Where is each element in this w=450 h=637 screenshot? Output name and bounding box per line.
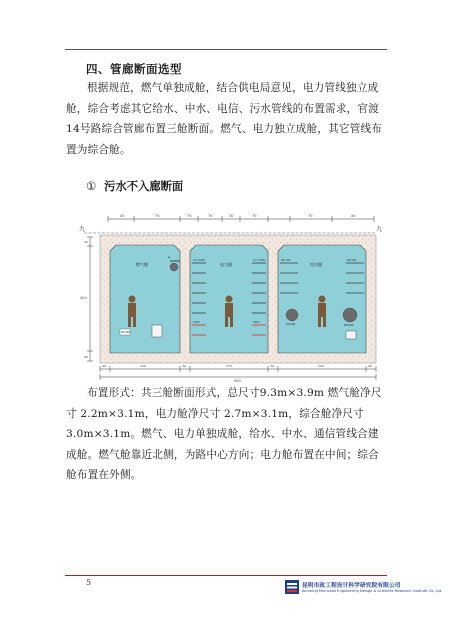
tray-label: 3×110kV bbox=[193, 259, 206, 262]
tray-label: 10kV bbox=[253, 321, 260, 324]
subsection-title-text: 污水不入廊断面 bbox=[104, 179, 184, 193]
intro-paragraph: 根据规范，燃气单独成舱，结合供电局意见，电力管线独立成舱，综合考虑其它给水、中水、电信、污水管线的布置需求，官渡14号路综合管廊布置三舱断面。燃气、电力独立成舱，其它管线布置为综合舱。 bbox=[66, 82, 383, 156]
cross-section-figure bbox=[76, 211, 388, 384]
power-chamber bbox=[190, 245, 268, 353]
top-dim-label: 10 bbox=[229, 214, 234, 218]
pipe-label: DN300 bbox=[286, 323, 296, 326]
top-dim-label: 70 bbox=[155, 214, 160, 218]
chamber-label: 燃气舱 bbox=[136, 262, 148, 267]
bottom-dim-label: 30 bbox=[270, 364, 274, 368]
bottom-dim-label: 40 bbox=[368, 364, 372, 368]
company-name: 昆明市政工程设计科学研究院有限公司 bbox=[302, 583, 401, 589]
side-dim-label: 30 bbox=[84, 240, 88, 244]
company-logo-icon bbox=[285, 580, 299, 594]
subsection-marker: ① bbox=[86, 180, 97, 193]
bottom-dim-label: 220 bbox=[140, 364, 146, 368]
footer-rule bbox=[65, 575, 387, 576]
bottom-dimension-line bbox=[100, 364, 376, 383]
company-name-en: Kunming Municipal Engineering Design & Scientific Research Institute Co.,Ltd. bbox=[302, 589, 443, 593]
section-title: 四、管廊断面选型 bbox=[86, 62, 182, 76]
tray-label: DN100 bbox=[281, 259, 291, 262]
utility-chamber bbox=[278, 245, 366, 353]
left-axis-marker: 九 bbox=[79, 226, 86, 233]
height-dim-label: 300 bbox=[80, 296, 87, 300]
top-dim-label: 70 bbox=[187, 214, 192, 218]
side-dim-label: 40 bbox=[84, 355, 88, 359]
box-label: DN300 bbox=[121, 331, 130, 334]
top-dim-label: 70 bbox=[308, 214, 313, 218]
header-rule bbox=[65, 49, 387, 50]
chamber-label: 综合舱 bbox=[310, 262, 322, 267]
bottom-dim-label: 30 bbox=[182, 364, 186, 368]
layout-description: 布置形式：共三舱断面形式，总尺寸9.3m×3.9m 燃气舱净尺寸 2.2m×3.1m，电力舱净尺寸 2.7m×3.1m，综合舱净尺寸3.0m×3.1m。燃气、电力单独成舱，给水、中水、通信管线合建成舱。燃气舱靠近北侧，为路中心方向；电力舱布置在中间；综合舱布置在外侧。 bbox=[66, 387, 382, 482]
right-axis-marker: 九 bbox=[376, 226, 383, 233]
top-dim-label: 50 bbox=[120, 214, 125, 218]
bottom-dim-label: 40 bbox=[102, 364, 106, 368]
top-dimension-line bbox=[108, 214, 374, 222]
company-logo bbox=[285, 578, 443, 598]
tray-label: 10kV bbox=[193, 321, 200, 324]
gas-chamber bbox=[110, 245, 180, 353]
tray-label: DN100 bbox=[347, 259, 357, 262]
tray-label: 3×110kV bbox=[253, 259, 266, 262]
page-number: 5 bbox=[86, 578, 92, 587]
bottom-dim-label: 220 bbox=[318, 364, 324, 368]
left-dimension-line bbox=[80, 237, 93, 361]
bottom-dim-label: 270 bbox=[226, 364, 232, 368]
pipe-label: φ bbox=[168, 255, 171, 259]
top-dim-label: 70 bbox=[252, 214, 257, 218]
chamber-label: 电力舱 bbox=[220, 262, 232, 267]
total-dim-label: 930 bbox=[234, 379, 241, 383]
top-dim-label: 50 bbox=[351, 214, 356, 218]
box-label: DN600 bbox=[344, 324, 354, 327]
subsection-title bbox=[86, 178, 183, 194]
top-dim-label: 70 bbox=[208, 214, 213, 218]
